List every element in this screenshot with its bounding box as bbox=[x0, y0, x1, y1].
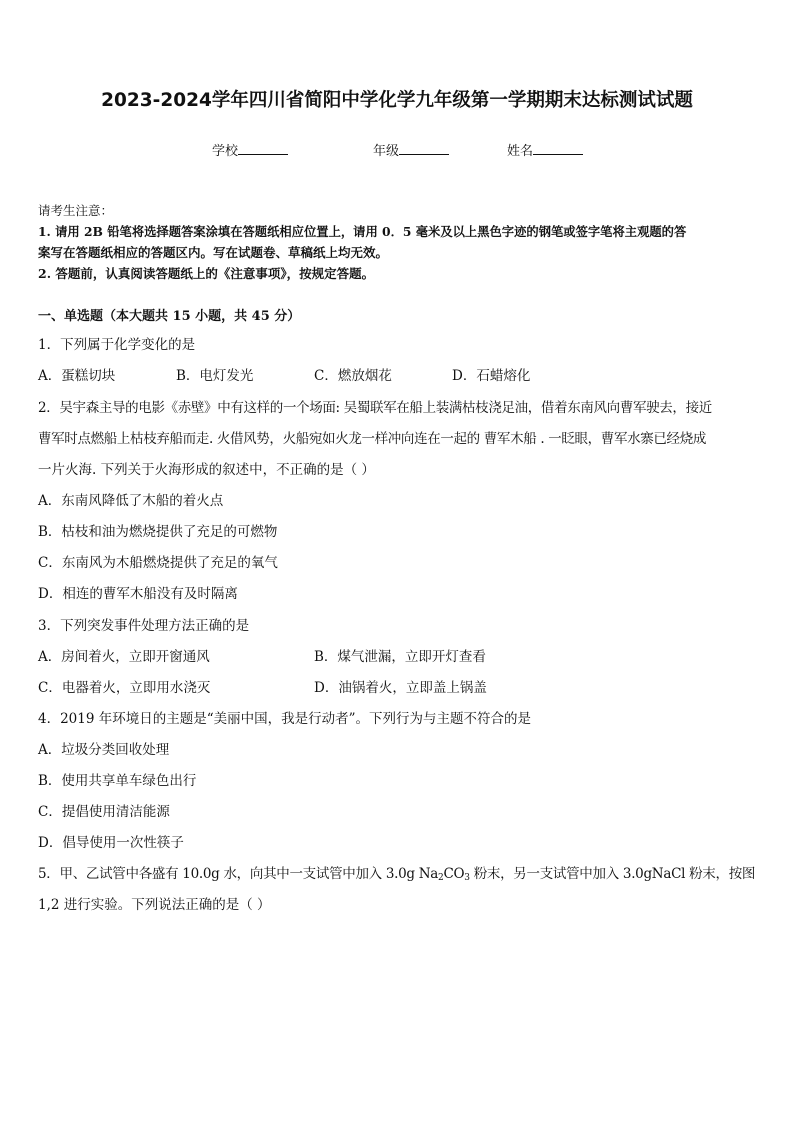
notice-item-1-line-1: 1. 请用 2B 铅笔将选择题答案涂填在答题纸相应位置上，请用 0．5 毫米及以上黑色字迹的钢笔或签字笔将主观题的答 bbox=[38, 224, 687, 239]
question-2-option-b[interactable]: B．枯枝和油为燃烧提供了充足的可燃物 bbox=[38, 524, 278, 540]
question-2-option-c[interactable]: C．东南风为木船燃烧提供了充足的氧气 bbox=[38, 555, 278, 571]
question-3-option-b[interactable]: B．煤气泄漏，立即开灯查看 bbox=[314, 649, 486, 665]
question-2-option-d[interactable]: D．相连的曹军木船没有及时隔离 bbox=[38, 586, 238, 602]
question-3-options-row-2 bbox=[38, 676, 760, 696]
grade-label: 年级 bbox=[373, 144, 400, 159]
notice-item-2: 2. 答题前，认真阅读答题纸上的《注意事项》，按规定答题。 bbox=[38, 266, 375, 281]
question-4-stem: 4．2019 年环境日的主题是“美丽中国，我是行动者”。下列行为与主题不符合的是 bbox=[38, 711, 532, 727]
school-field[interactable] bbox=[212, 140, 288, 159]
page-title: 2023-2024学年四川省简阳中学化学九年级第一学期期末达标测试试题 bbox=[101, 90, 693, 111]
question-3-stem: 3．下列突发事件处理方法正确的是 bbox=[38, 618, 250, 634]
grade-blank[interactable] bbox=[399, 141, 449, 155]
question-5-stem-line-1 bbox=[38, 862, 755, 883]
question-1-stem: 1．下列属于化学变化的是 bbox=[38, 337, 196, 353]
question-5-text-b: CO bbox=[443, 866, 465, 882]
question-2-stem-line-3: 一片火海. 下列关于火海形成的叙述中，不正确的是（ ） bbox=[38, 462, 375, 478]
question-4-option-a[interactable]: A．垃圾分类回收处理 bbox=[38, 742, 170, 758]
question-5-text-a: 5．甲、乙试管中各盛有 10.0g 水，向其中一支试管中加入 3.0g Na bbox=[38, 866, 439, 882]
question-3-option-a[interactable]: A．房间着火，立即开窗通风 bbox=[38, 649, 210, 665]
school-blank[interactable] bbox=[238, 141, 288, 155]
question-1-option-d[interactable]: D．石蜡熔化 bbox=[452, 368, 531, 384]
question-1-option-b[interactable]: B．电灯发光 bbox=[176, 368, 254, 384]
grade-field[interactable] bbox=[373, 140, 449, 159]
notice-block bbox=[38, 200, 760, 284]
question-4-option-c[interactable]: C．提倡使用清洁能源 bbox=[38, 804, 170, 820]
name-blank[interactable] bbox=[533, 141, 583, 155]
name-field[interactable] bbox=[507, 140, 583, 159]
question-5-subscript-1: 2 bbox=[438, 873, 444, 883]
question-4-option-b[interactable]: B．使用共享单车绿色出行 bbox=[38, 773, 197, 789]
question-1-options bbox=[38, 364, 760, 384]
question-2-option-a[interactable]: A．东南风降低了木船的着火点 bbox=[38, 493, 224, 509]
name-label: 姓名 bbox=[507, 144, 534, 159]
question-2-stem-line-2: 曹军时点燃船上枯枝弃船而走. 火借风势，火船宛如火龙一样冲向连在一起的 曹军木船 . 一眨眼，曹军水寨已经烧成 bbox=[38, 431, 706, 447]
question-1-option-a[interactable]: A．蛋糕切块 bbox=[38, 368, 116, 384]
question-5-stem-line-2: 1,2 进行实验。下列说法正确的是（ ） bbox=[38, 897, 271, 913]
question-4-option-d[interactable]: D．倡导使用一次性筷子 bbox=[38, 835, 184, 851]
question-3-option-d[interactable]: D．油锅着火，立即盖上锅盖 bbox=[314, 680, 487, 696]
question-1-option-c[interactable]: C．燃放烟花 bbox=[314, 368, 392, 384]
question-2-stem-line-1: 2．吴宇森主导的电影《赤壁》中有这样的一个场面: 吴蜀联军在船上装满枯枝浇足油，借着东南风向曹军驶去，接近 bbox=[38, 400, 712, 416]
question-3-options-row-1 bbox=[38, 645, 760, 665]
question-5-text-c: 粉末，另一支试管中加入 3.0gNaCl 粉末，按图 bbox=[469, 866, 756, 882]
notice-item-1-line-2: 案写在答题纸相应的答题区内。写在试题卷、草稿纸上均无效。 bbox=[38, 245, 389, 260]
student-info-row bbox=[0, 140, 794, 160]
school-label: 学校 bbox=[212, 144, 239, 159]
question-5-subscript-2: 3 bbox=[464, 873, 470, 883]
section-heading: 一、单选题（本大题共 15 小题，共 45 分） bbox=[38, 309, 301, 324]
notice-heading: 请考生注意： bbox=[38, 203, 114, 218]
question-3-option-c[interactable]: C．电器着火，立即用水浇灭 bbox=[38, 680, 211, 696]
